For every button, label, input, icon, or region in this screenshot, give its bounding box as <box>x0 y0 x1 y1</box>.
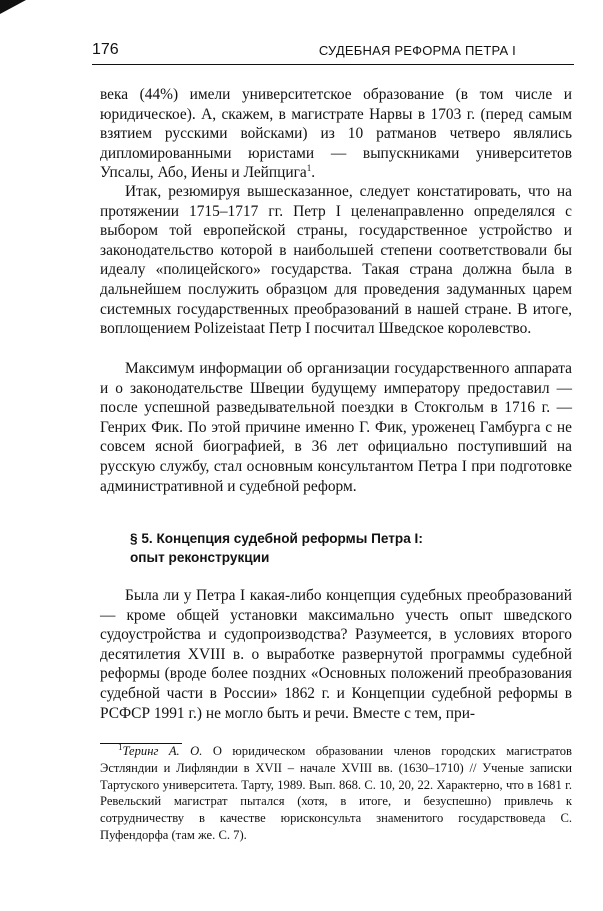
corner-scan-mark <box>0 0 26 14</box>
section-heading-line-1: § 5. Концепция судебной реформы Петра I: <box>130 531 423 546</box>
section-heading-line-2: опыт реконструкции <box>130 550 270 565</box>
footnote <box>100 743 572 844</box>
footnote-reference: 1 <box>306 163 312 174</box>
footnote-number: 1 <box>118 741 123 752</box>
page-number: 176 <box>92 41 119 58</box>
paragraph-2: Итак, резюмируя вышесказанное, следует констатировать, что на протяжении 1715–1717 гг. Петр I целенаправленно определялся с выбором той европейской страны, государственное устройство и законодательство которой в наибольшей степени соответствовали бы идеалу «полицейского» государства. Такая страна должна была в дальнейшем послужить образцом для проведения задуманных царем системных государственных преобразований в нашей стране. В итоге, воплощением Polizeistaat Петр I посчитал Шведское королевство. <box>100 183 572 338</box>
footnote-text: О юридическом образовании членов городских магистратов Эстляндии и Лифляндии в XVII – начале XVIII вв. (1630–1710) // Ученые записки Тартуского университета. Тарту, 1989. Вып. 868. С. 10, 20, 22. Характерно, что в 1681 г. Ревельский магистрат пытался (хотя, в итоге, и безуспешно) привлечь к сотрудничеству в качестве юрисконсульта знаменитого государствоведа С. Пуфендорфа (там же. С. 7). <box>100 744 572 842</box>
footnote-author: Теринг А. О. <box>122 744 203 758</box>
paragraph-1-text: века (44%) имели университетское образование (в том числе и юридическое). А, скажем, в магистрате Нарвы в 1703 г. (перед самым взятием русскими войсками) из 10 ратманов четверо являлись дипломированными юристами — выпускниками университетов Упсалы, Або, Иены и Лейпцига <box>100 86 572 182</box>
paragraph-3: Максимум информации об организации государственного аппарата и о законодательстве Швеции будущему императору предоставил — после успешной разведывательной поездки в Стокгольм в 1716 г. — Генрих Фик. По этой причине именно Г. Фик, уроженец Гамбурга с не совсем ясной биографией, в 36 лет официально поступивший на русскую службу, стал основным консультантом Петра I при подготовке административной и судебной реформ. <box>100 360 572 495</box>
paragraph-4: Была ли у Петра I какая-либо концепция судебных преобразований — кроме общей установки максимально учесть опыт шведского судоустройства и судопроизводства? Разумеется, в условиях второго десятилетия XVIII в. о выработке развернутой программы судебной реформы (вроде более поздних «Основных положений преобразования судебной части в России» 1862 г. и Концепции судебной реформы в РСФСР 1991 г.) не могло быть и речи. Вместе с тем, при- <box>100 587 572 722</box>
running-title: СУДЕБНАЯ РЕФОРМА ПЕТРА I <box>318 43 516 58</box>
section-heading <box>130 529 550 567</box>
running-header <box>92 40 574 65</box>
paragraph-1: века (44%) имели университетское образование (в том числе и юридическое). А, скажем, в магистрате Нарвы в 1703 г. (перед самым взятием русскими войсками) из 10 ратманов четверо являлись дипломированными юристами — выпускниками университетов Упсалы, Або, Иены и Лейпцига$^1$. <box>100 86 572 182</box>
